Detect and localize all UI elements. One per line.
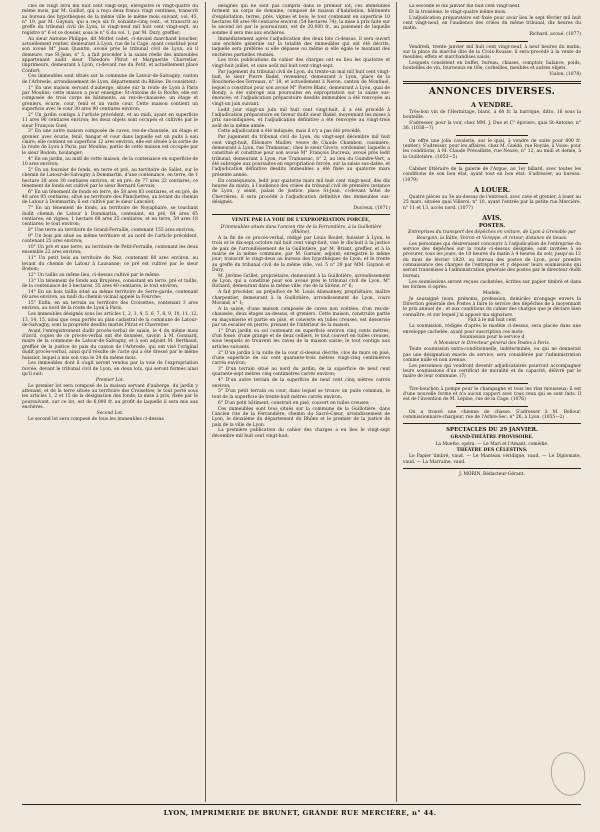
paragraph: 10° Un pré et une terre, au territoire de Petit-Ferraille, contenant les deux ensemble 22 ares environ; — [22, 245, 198, 256]
paragraph: 1° En une maison servant d'auberge, située sur la route de Lyon à Paris par Moulins; cette maison a pour enseigne: St-Antoine de la Roche; elle est composée de trois corps de bâtiments, au rez-de-chaussée, un étage et greniers, écurie, cour, fenil et un vaste cour. Cette maison contient un superficie avec le cour 30 ares 90 centiares environ; — [22, 85, 198, 113]
paragraph: 5° En un fournier de fonds, en terre et pré, au territoire de Sallet, sur le chemin de Latour-de-Salvagny à Dommartin, d'une contenance, en terre, de 1 hectare 28 ares 30 centiares environ, et en pré, de 77 ares 22 centiares; ce ténement de fonds est cultivé par le sieur Bernard Gervais; — [22, 167, 198, 189]
column-2 — [212, 4, 390, 802]
paragraph: En conséquence, ledit jour quatorze mars mil huit cent vingt-neuf, dès dix heures du matin, à l'audience des criées du tribunal civil de première instance de Lyon, y séant, palais de justice, place St-Jean, ci-devant hôtel de Chevrières, il sera procédé à l'adjudication définitive des immeubles sus-désignés. — [212, 178, 390, 205]
signature: Ducreux. (1071) — [353, 205, 390, 211]
paragraph: Ces immeubles sont tous situés sur la commune de la Guillotière, dans l'ancien rite de la Ferrandière, chemin du Sacré-Cœur, arrondissement de Lyon, le deuxième du département du Rhône et le premier de la justice de paix de la ville de Lyon. — [212, 406, 390, 428]
section-rule — [212, 214, 390, 215]
separator-rule — [456, 383, 527, 384]
signature: Vialon. (1078) — [549, 72, 581, 78]
paragraph: Et la troisième, le vingt-quatre même mois. — [409, 9, 507, 15]
section-heading-louer: A LOUER. — [473, 185, 511, 194]
paragraph: 15° Enfin, en un terrain au territoire des Croisettes, contenant 3 ares environ, au nord de la route de Lyon à Paris. — [22, 301, 198, 312]
paragraph: 14° En un bois taillis situé au même territoire de Serre-garde, contenant 60 ares environ, au midi du chemin vicinal appelé la Fourche; — [22, 289, 198, 301]
paragraph: désignés qui ne sont pas compris dans le premier lot; ces immeubles forment un corps de domaine, composé de maison d'habitation, bâtiments d'exploitation, terres, prés, vignes et bois; le tout contenant en superficie 10 hectares 88 ares 98 centiares environ (54 hectares 74); la mise à prix faite sur le second lot par le poursuivant, est de 20,000 fr., au paiement de laquelle somme il sera mis aux enchères. — [212, 4, 390, 36]
paragraph: Toute soumission extra-conditionnelle, indéterminée, ou qui ne donnerait pas une désignation exacte du service, sera considérée par l'administration comme nulle et non avenue. — [403, 347, 581, 363]
paragraph: 1° D'un jardin ou sol contenant en superficie environ cinq cents mètres, d'un fossé, d'une grange et de deux celliers, le tout couvert en tuiles creuses, sous lesquels se trouvent les caves de la maison saisie; le tout contigu aux articles suivants. — [212, 328, 390, 350]
paragraph: A la saisie, d'une maison composée de caves non voûtées, d'un rez-de-chaussée, deux étages au-dessus, et greniers. Cette maison, construite partie en maçonnerie et partie en pisé, et couverte en tuiles creuses, est desservie par un escalier en pierre, prenant de l'intérieur de la maison. — [212, 306, 390, 328]
subheading-second-lot: Second Lot. — [96, 410, 124, 416]
modele-heading: Modèle. — [482, 290, 502, 296]
column-divider-1 — [205, 2, 206, 802]
postes-entreprises: Entreprises du transport des dépêches en voiture, de Lyon à Grenoble par Bourgoin, la Bâtie, Voiron et Voreppe, et retour, distance de lieues. — [408, 230, 576, 241]
paragraph: Les personnes qui voudront devenir adjudicataires pourront accompagner leurs soumissions d'un certificat de moralité et de capacité, délivré par le maire de leur commune. (7) — [403, 363, 581, 380]
paragraph: La seconde le dix janvier mil huit cent vingt-neuf. — [409, 4, 521, 9]
paragraph: Quatre pièces au 3e au-dessus de l'entresol, avec cave et grenier, à louer au 25 mars, situées quai Villeroi, n° 10, ayant l'entrée par la petite rue Mercière, n° 11 et 13, accès nord. (1077) — [403, 194, 581, 211]
separator-rule — [456, 41, 527, 42]
paragraph: 6° D'un petit bâtiment, construit en pisé, couvert en tuiles creuses; — [218, 400, 370, 406]
paragraph: Le second lot sera composé de tous les immeubles ci-dessus — [28, 416, 164, 422]
column-divider-2 — [396, 2, 397, 802]
paragraph: Cette adjudication a été indiquée, mais il n'y a pas été procédé. — [218, 129, 362, 135]
paragraph: 6° En un ténement de fonds en terre, de 58 ares 83 centiares, et en pré, de 48 ares 95 centiares, situé au territoire des Planchettes, au levant du chemin de Latour à Dommartin; il est cultivé par le sieur Lancelot; — [22, 189, 198, 206]
paragraph: Au sieur Antoine Philippe, dit Mottet cadet, ci-devant marchand boucher, actuellement rentier, demeurant à Lyon, rue de la Cage, ayant constitué pour son avoué M° Jean Quantin, avoué près le tribunal civil de Lyon, où il demeure, rue St-Jean, n° 5, a fait procéder à la saisie réelle des immeubles appartenant audit sieur Théodore Pitrat et Marguerite Charretier, imprimeurs, demeurant à Lyon, ci-devant rue du Petit, et actuellement place Confort; — [22, 36, 198, 74]
paragraph: 7° En un ténement de fonds, au territoire de Noyaphaire, se touchant dudit chemin de Latour à Dommartin, contenant, en pré, 64 ares 65 centiares; en vignes, 1 hectare 68 ares 25 centiares, et en terre, 59 ares 18 centiares; le tout environ; — [22, 206, 198, 228]
paragraph: clos de vingt avril mil huit cent vingt-sept, enregistré le vingt-quatre du même mois, par M. Guillot, qui a reçu deux francs vingt centimes, transcrit au bureau des hypothèques de la même ville le même mois suivant, vol. 45, n° 19, par M. Gaynon, qui a reçu six fr. soixante-cinq cent., et transcrit au greffe du tribunal civil de Lyon, le vingt-neuf mil huit cent vingt-sept, au registre n° 6 et ce dossier, sous le n° 6 du vol. 1, par M. Dury, greffier; — [22, 4, 198, 36]
section-rule — [403, 423, 581, 424]
paragraph: A Monsieur le Directeur général des Postes à Paris. — [433, 341, 551, 347]
paragraph: 4° D'un autre terrain de la superficie de neuf cent cinq mètres carrés environ; — [212, 378, 390, 389]
paragraph: 3° En une autre maison composée de caves, rez-de-chaussée, un étage et grenier, avec écurie, fenil, hangar et cour dans laquelle est un puits à eau claire; elle contient en superficie 12 ares environ, elle est située à la sortie de la route de Lyon à Paris, par Moulins; partie de cette maison est occupée par le sieur Bodoin, boulanger; — [22, 129, 198, 156]
section-heading-postes: POSTES. — [478, 222, 506, 229]
paragraph: M. Jérôme Grillet, propriétaire, demeurant à la Guillotière, arrondissement de Lyon, qui a constitué pour son avoué près le tribunal civil de Lyon, M° Richard, demeurant dans la même ville, rue de la Sirène, n° 6; — [212, 273, 390, 290]
paragraph: 2° Un jardin contigu à l'article précédent, et au midi, ayant en superficie 11 ares 90 centiares environ; les deux objets sont occupés et cultivés par le sieur François Guel; — [22, 112, 198, 129]
paragraph: On offre une jolie cavalerie, sur le quai, à vendre de suite pour 800 fr. (entier). S'adresser, pour les affaires, chez M. Guédé, rue Royale, à Voise; pour les conditions, à M. Claude Prévalliste, rue Neuve, n° 12, au midi et demie, à la Guillotière. (1053—5) — [403, 138, 581, 160]
paragraph: 12° Un taillis au même lieu, ci-dessus cultivé par le même. — [28, 272, 161, 278]
paragraph: S'adresser, pour la voir, chez MM. J. Due et C° épiciers, quai St-Antoine, n° 36. (1038—7) — [403, 120, 581, 132]
redacteur-gerant: J. MORIN, Rédacteur-Gérant. — [459, 472, 525, 478]
paragraph: Le premier lot sera composé de la maison servant d'auberge, du jardin y attenant, et de la terre située au territoire des Croisettes; le tout porté sous les articles 1, 2 et 15 de la désignation des fonds; la mise à prix, fixée par le poursuivant, sur ce lot, est de 6,000 fr. au profit de laquelle il sera mis aux enchères. — [22, 383, 198, 411]
paragraph: 13° Un ténement de fonds aux Bruyères, consistant en terre, pré et taillis, de la contenance de 3 hectares, 55 ares 40 centiares, le tout environ; — [22, 278, 198, 290]
paragraph: Ledit jour vingt-un juin mil huit cent vingt-huit, il a été procédé à l'adjudication préparatoire en faveur dudit sieur Badel, moyennant les mises à prix sus-indiquées, et l'adjudication définitive a été renvoyée au vingt-trois août de la même année. — [212, 107, 390, 129]
paragraph: Cabinet littéraire de la galerie de l'Argue, au 1er billard, avec toutes les conditions de son bon état, ayant tout en bon état. S'adresser, au bureau. (1079) — [403, 166, 581, 183]
paragraph: 5° D'un petit terrain ou cour, dans lequel se trouve un puits commun, le tout de la superficie de trente-huit mètres carrés environ; — [212, 389, 390, 400]
column-1 — [22, 4, 198, 802]
section-heading-spectacles: SPECTACLES DU 29 JANVIER. — [446, 427, 538, 434]
paragraph: 8° Une terre au territoire de Grand-Ferraille, contenant 155 ares environ; — [28, 228, 195, 234]
paragraph: Les personnes qui désireraient concourir à l'adjudication de l'entreprise du service des dépêches sur la route ci-dessus désignée, sont invitées à se procurer, tous les jours, de 10 heures du matin à 4 heures du soir, jusqu'au 12 du mois de février 1829, au bureau des postes de Lyon, pour prendre connaissance des charges de l'entreprise et y déposer leurs soumissions qui seront transmises à l'administration générale des postes par le directeur dudit bureau. — [403, 241, 581, 279]
double-rule — [403, 81, 581, 84]
paragraph: La soumission, rédigée d'après le modèle ci-dessus, sera placée dans une enveloppe cachetée, ayant pour suscription ces mots: — [403, 324, 581, 335]
paragraph: 9° Un bois pin situé au même territoire et au nord de l'article précédent, contenant 25 ares environ; — [22, 233, 198, 245]
paragraph: L'adjudication préparatoire est fixée pour avoir lieu le sept février mil huit cent vingt-neuf, en l'audience des criées du même tribunal, dix heures du matin. — [403, 15, 581, 32]
printer-imprint: LYON, IMPRIMERIE DE BRUNET, GRANDE RUE MERCIÈRE, n° 44. — [163, 809, 437, 817]
paragraph: A la fin de ce procès-verbal, rédigé par Louis Roulet, huissier à Lyon, le trois et le dix-sept octobre mil huit cent vingt-huit, visé le dix-huit à la justice de paix de l'arrondissement de la Guillotière, par M. Briant, greffier, et à la mairie de la même commune, par M. Garnier, adjoint; enregistré le même jour; transcrit le vingt-deux au bureau des hypothèques de Lyon, et le trente au greffe du tribunal civil de la même ville, vol. 5 n° 29 par MM. Gaynon et Dury, — [212, 235, 390, 273]
column-3 — [403, 4, 581, 802]
section-heading-grand-theatre: GRAND-THÉÂTRE PROVISOIRE. — [450, 434, 534, 440]
paragraph: Ces immeubles sont situés sur la commune de Latour-de-Salvagny, canton de l'Arbresle, arrondissement de Lyon, département du Rhône. Ils consistent: — [22, 74, 198, 85]
paragraph: Avant l'enregistrement dudit procès-verbal de saisie, le 4 du même mois d'avril, copies de ce procès-verbal ont été données, savoir: à M. Gonnard, maire de la commune de Latour-de-Salvagny, et à son adjoint M. Berthaud, greffier de la justice de paix du canton de l'Arbresle, qui ont visé l'original dudit procès-verbal, ainsi qu'il résulte de l'acte qui a été dressé par le même huissier, lequel a mis son visa le 24 du même mois. — [22, 328, 198, 361]
section-heading-vendre: A VENDRE. — [470, 100, 514, 109]
footer-rule — [22, 804, 581, 805]
paragraph: Les soumissions seront reçues cachetées, écrites sur papier timbré et dans les formes ci-après: — [403, 279, 581, 290]
paragraph: La première publication du cahier des charges a eu lieu le vingt-sept décembre mil huit cent vingt-huit. — [212, 428, 390, 439]
paragraph: Très-bon vin de l'Hermitage, blanc, à 60 fr. la barrique, ditto, 16 sous la bouteille. — [403, 109, 581, 120]
section-subheading: D'immeubles situés dans l'ancien rite de la Ferrandière, à la Guillotière (Rhône). — [220, 224, 382, 235]
paragraph: Lesquels consistent en buffet, bureau, chaises, comptoir, balance, poids, bouteilles de vin, fourneaux en tôle, corbeilles, meubles et autres objets. — [403, 61, 581, 72]
paragraph: Par jugement du tribunal civil de Lyon, du trente-un mai mil huit cent vingt-huit, le sieur Pierre Badel, revendeur, demeurant à Lyon, place de la Boucherie-des-Terreaux, n° 18, et actuellement à Neron, canton de Montluel, lequel a constitué pour son avoué M° Pierre Blanc, demeurant à Lyon, quai de Bondy, a été subrogé aux poursuites en expropriation sur la saisie sus-énoncée; et l'adjudication préparatoire desdits immeubles a été renvoyée au vingt-un juin suivant. — [212, 69, 390, 107]
paragraph: 3° D'un terrain situé au nord du jardin, de la superficie de neuf cent quarante-sept mètres cinq centimètres carrés environ; — [212, 367, 390, 378]
paragraph: 2° D'un jardin à la suite de la cour ci-dessus décrite, clos de murs en pisé, d'une superficie de six cent quarante-trois mètres vingt-cinq centimètres carrés environ; — [212, 350, 390, 367]
paragraph: 11° Un petit bois au territoire de Nez, contenant 60 ares environ, au levant du chemin de Latour à Lausanne; ce pré est cultivé par le sieur Bodoin; — [22, 256, 198, 272]
celestins-text: Le Papier timbré, vaud. — Le Manteau véridique, vaud. — Le Diplomate, vaud. — La Marraine, vaud. — [403, 454, 581, 465]
section-rule — [403, 468, 581, 469]
separator-rule — [456, 406, 527, 407]
paragraph: A fait procéder, au préjudice de M. Louis Alamanney, propriétaire, maître charpentier, demeurant à la Guillotière, arrondissement de Lyon, cours Morand, n° 1; — [212, 290, 390, 306]
paragraph: Immédiatement après l'adjudication des deux lots ci-dessus, il sera ouvert une enchère générale sur la totalité des immeubles qui ont été décrits, laquelle sera préférée si elle dépasse ou même si elle égale le montant des enchères partielles réunies. — [212, 36, 390, 58]
paragraph: Soumission pour le service d — [459, 335, 525, 341]
signature: Richard, avoué. (1077) — [529, 32, 581, 38]
paragraph: Fait à le mil huit cent — [467, 318, 517, 324]
paragraph: Je soussigné (nom, prénoms, profession, domicile) m'engage envers la Direction générale des Postes à faire le service des dépêches de à moyennant le prix annuel de , et aux conditions du cahier des charges que je déclare bien connaître, et sur lequel j'ai apposé ma signature. — [403, 296, 581, 318]
separator-rule — [456, 135, 527, 136]
paragraph: Les immeubles désignés sous les articles 1, 2, 3, 4, 5, 6, 7, 8, 9, 10, 11, 12, 13, 14, 15, ainsi que ceux portés au plan cadastral de la commune de Latour-de-Salvagny, sont la propriété desdits mariés Pitrat et Charretier. — [22, 312, 198, 328]
paragraph: Les trois publications du cahier des charges ont eu lieu les quatorze et vingt-huit juillet, et onze août mil huit cent vingt-sept. — [212, 58, 390, 69]
paragraph: Les immeubles dont il s'agit seront vendus par la voie de l'expropriation forcée, devant le tribunal civil de Lyon, en deux lots, qui seront formés ainsi qu'il suit: — [22, 361, 198, 378]
paragraph: On a trouvé une chienne de chasse. S'adresser à M. Bellour, commissionnaire-chargeur, rue de l'Arbre-Sec, n° 26, à Lyon. (1055—2) — [403, 409, 581, 421]
paragraph: 4° En un jardin, au midi de cette maison, de la contenance en superficie de 10 ares environ; — [22, 156, 198, 167]
grand-theatre-text: La Muette, opéra. — Le Mari et l'Amant, comédie. — [435, 441, 549, 447]
section-heading-celestins: THÉÂTRE DES CÉLESTINS. — [456, 447, 528, 453]
paragraph: Tire-bouchon à pompe pour le champagne et tous les vins mousseux: il est d'une nouvelle forme et n'a aucun rapport avec tous ceux qui se sont faits. Il est de l'invention de M. Lépine, rue de la Cage. (1076) — [403, 386, 581, 403]
section-heading-vente: VENTE PAR LA VOIE DE L'EXPROPRIATION FORCÉE, — [231, 218, 371, 224]
subheading-premier-lot: Premier Lot. — [95, 377, 125, 383]
paragraph: Par jugement du tribunal civil de Lyon, du vingt-sept décembre mil huit cent vingt-huit, Éléonore Maillet, veuve de Claude Chambon, cuisinière, demeurant à Lyon, rue Tramassac, chez le sieur Givors, cordonnier, laquelle a constitué et constitue pour son avoué M° François Ducreux, avoué près ledit tribunal, demeurant à Lyon, rue Tramassac, n° 2, au lieu du Guindre-Vert, a été subrogée aux poursuites en expropriation forcée, sur la saisie sus-datée, et l'adjudication définitive desdits immeubles a été fixée au quatorze mars présente année. — [212, 135, 390, 178]
section-heading-annonces: ANNONCES DIVERSES. — [428, 86, 556, 97]
separator-rule — [456, 163, 527, 164]
paragraph: Vendredi, trente janvier mil huit cent vingt-neuf, à neuf heures du matin, sur la place du marché dite de la Croix-Rousse, il sera procédé à la vente de meubles, effets et marchandises saisis; — [403, 44, 581, 61]
section-heading-avis: AVIS. — [482, 213, 502, 222]
